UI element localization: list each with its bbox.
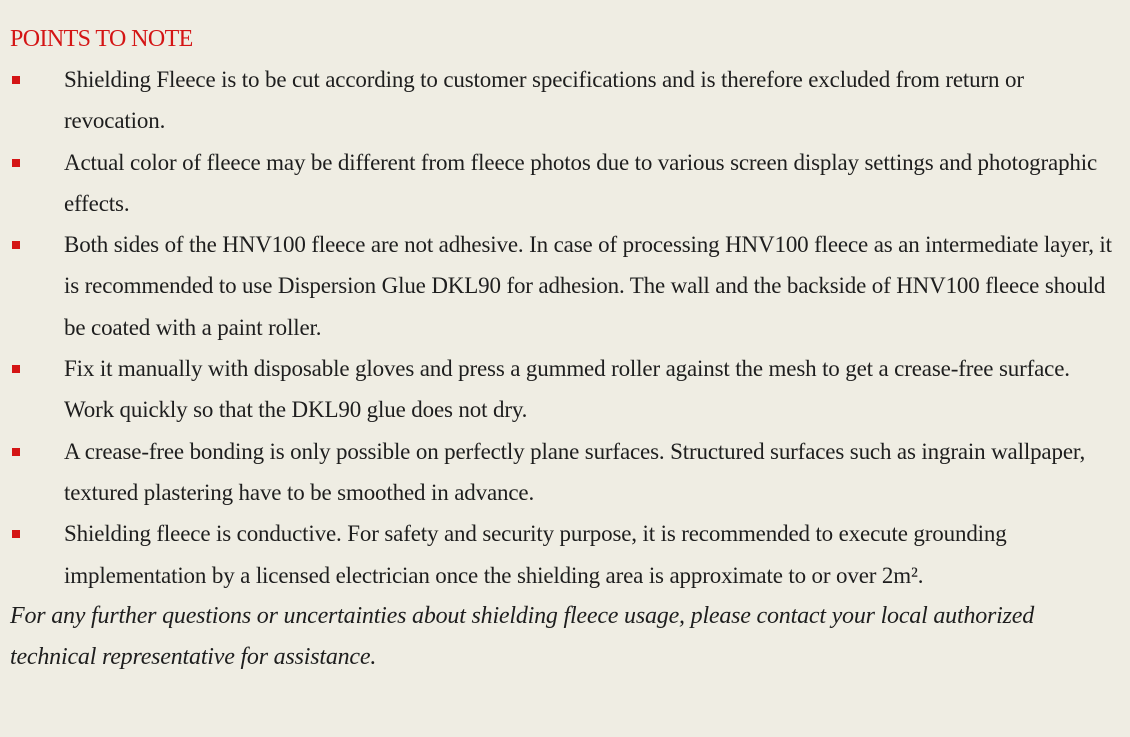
note-text: Both sides of the HNV100 fleece are not adhesive. In case of processing HNV100 fleece as an intermediate layer, it is recommended to use Dispersion Glue DKL90 for adhesion. The wall and the backside of HNV100 fleece should be coated with a paint roller. — [64, 232, 1112, 340]
note-item — [10, 431, 1122, 514]
note-item — [10, 224, 1122, 348]
square-bullet-icon — [12, 76, 20, 84]
note-text: Shielding fleece is conductive. For safety and security purpose, it is recommended to execute grounding implementation by a licensed electrician once the shielding area is approximate to or over 2m². — [64, 521, 1007, 588]
note-text: Actual color of fleece may be different from fleece photos due to various screen display settings and photographic effects. — [64, 149, 1098, 216]
square-bullet-icon — [12, 241, 20, 249]
note-text: Fix it manually with disposable gloves and press a gummed roller against the mesh to get a crease-free surface. Work quickly so that the DKL90 glue does not dry. — [64, 356, 1070, 423]
support-note: For any further questions or uncertainties about shielding fleece usage, please contact your local authorized technical representative for assistance. — [10, 602, 1035, 670]
square-bullet-icon — [12, 448, 20, 456]
square-bullet-icon — [12, 159, 20, 167]
note-item — [10, 348, 1122, 431]
note-item — [10, 142, 1122, 225]
note-text: A crease-free bonding is only possible on perfectly plane surfaces. Structured surfaces such as ingrain wallpaper, textured plastering have to be smoothed in advance. — [64, 438, 1086, 505]
square-bullet-icon — [12, 365, 20, 373]
note-item — [10, 513, 1122, 596]
section-heading: POINTS TO NOTE — [10, 26, 193, 52]
note-text: Shielding Fleece is to be cut according to customer specifications and is therefore excluded from return or revocation. — [64, 67, 1024, 134]
note-item — [10, 59, 1122, 142]
notes-list — [10, 59, 1122, 596]
square-bullet-icon — [12, 530, 20, 538]
